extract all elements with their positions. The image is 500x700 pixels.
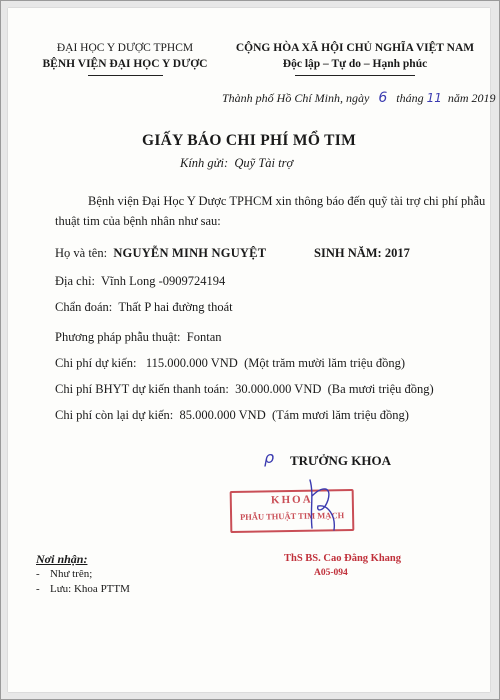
stamp-line1: KHOA bbox=[270, 493, 313, 507]
recipient-item bbox=[36, 583, 130, 595]
remain-value: 85.000.000 VND bbox=[179, 408, 266, 422]
patient-name: NGUYỄN MINH NGUYỆT bbox=[113, 246, 267, 260]
method-label: Phương pháp phẫu thuật: bbox=[55, 330, 181, 344]
diagnosis-label: Chẩn đoán: bbox=[55, 300, 113, 314]
signer-code: A05-094 bbox=[314, 568, 348, 578]
nation-line1: CỘNG HÒA XÃ HỘI CHỦ NGHĨA VIỆT NAM bbox=[235, 42, 475, 54]
cost-value: 115.000.000 VND bbox=[145, 356, 238, 370]
intro-line1: Bệnh viện Đại Học Y Dược TPHCM xin thông báo đến quỹ tài trợ chi phí phẫu bbox=[88, 194, 486, 208]
date-year: năm 2019 bbox=[447, 91, 496, 105]
cost-words: (Một trăm mười lăm triệu đồng) bbox=[244, 356, 406, 370]
date-day: 6 bbox=[378, 90, 388, 106]
recipient-item-text: Như trên; bbox=[50, 568, 93, 580]
address-value: Vĩnh Long -0909724194 bbox=[100, 274, 226, 288]
greeting bbox=[180, 156, 293, 171]
remain-label: Chi phí còn lại dự kiến: bbox=[55, 408, 174, 422]
greeting-value: Quỹ Tài trợ bbox=[234, 156, 294, 170]
bhyt-words: (Ba mươi triệu đồng) bbox=[327, 382, 434, 396]
diagnosis-row bbox=[55, 300, 233, 315]
pen-mark-icon: ρ bbox=[264, 448, 275, 467]
document-title: GIẤY BÁO CHI PHÍ MỔ TIM bbox=[141, 132, 356, 149]
bullet-dash-icon: - bbox=[36, 583, 40, 595]
bhyt-value: 30.000.000 VND bbox=[235, 382, 322, 396]
diagnosis-value: Thất P hai đường thoát bbox=[118, 300, 233, 314]
org-name-line1: ĐẠI HỌC Y DƯỢC TPHCM bbox=[56, 42, 194, 54]
signature-icon bbox=[288, 476, 358, 536]
date-month-label: tháng bbox=[396, 91, 424, 105]
date-city: Thành phố Hồ Chí Minh, ngày bbox=[222, 91, 370, 105]
birth-year: SINH NĂM: 2017 bbox=[314, 246, 410, 260]
name-row bbox=[55, 246, 266, 261]
date-month: 11 bbox=[426, 91, 442, 105]
greeting-label: Kính gửi: bbox=[180, 156, 229, 170]
name-label: Họ và tên: bbox=[55, 246, 108, 260]
signer-role: TRƯỞNG KHOA bbox=[290, 453, 391, 468]
org-underline bbox=[88, 75, 163, 76]
recipients-label: Nơi nhận: bbox=[36, 552, 88, 566]
nation-motto: Độc lập – Tự do – Hạnh phúc bbox=[282, 58, 428, 70]
org-name-line2: BỆNH VIỆN ĐẠI HỌC Y DƯỢC bbox=[42, 58, 208, 70]
recipient-item bbox=[36, 568, 92, 580]
bullet-dash-icon: - bbox=[36, 568, 40, 580]
document-page bbox=[8, 8, 496, 692]
stamp-line2: PHẪU THUẬT TIM MẠCH bbox=[239, 510, 345, 522]
intro-line2: thuật tim của bệnh nhân như sau: bbox=[55, 214, 221, 228]
method-value: Fontan bbox=[186, 330, 222, 344]
method-row bbox=[55, 330, 222, 345]
remain-words: (Tám mươi lăm triệu đồng) bbox=[271, 408, 409, 422]
recipient-item-text: Lưu: Khoa PTTM bbox=[50, 583, 130, 595]
cost-row bbox=[55, 356, 405, 371]
address-row bbox=[55, 274, 225, 289]
cost-label: Chi phí dự kiến: bbox=[55, 356, 137, 370]
motto-underline bbox=[295, 75, 415, 76]
bhyt-row bbox=[55, 382, 434, 397]
remain-row bbox=[55, 408, 409, 423]
signer-name: ThS BS. Cao Đằng Khang bbox=[284, 553, 402, 564]
date-line bbox=[222, 90, 496, 106]
address-label: Địa chỉ: bbox=[55, 274, 95, 288]
bhyt-label: Chi phí BHYT dự kiến thanh toán: bbox=[55, 382, 229, 396]
